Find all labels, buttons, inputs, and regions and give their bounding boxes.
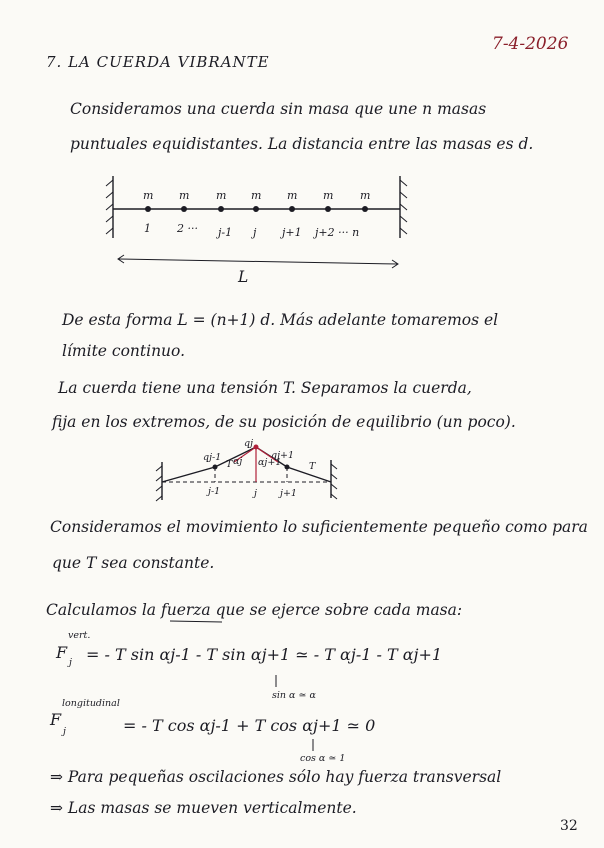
para3-line-2: fija en los extremos, de su posición de equilibrio (un poco).	[52, 413, 516, 431]
label-qj-minus-1: qj-1	[203, 452, 222, 463]
formula1-sub: j	[69, 657, 72, 668]
label-tension-left: T	[226, 459, 233, 470]
index-j-d2: j	[254, 488, 257, 499]
index-label-j-minus-1: j-1	[218, 226, 233, 239]
formula2-lhs: F	[50, 710, 62, 729]
length-label: L	[238, 268, 249, 286]
index-label-j: j	[253, 226, 257, 239]
formula1-sup: vert.	[68, 630, 91, 641]
mass-label-3: m	[216, 189, 227, 202]
label-alpha-j: αj	[233, 456, 243, 467]
para3-line-1: La cuerda tiene una tensión T. Separamos la cuerda,	[58, 379, 472, 397]
mass-label-6: m	[323, 189, 334, 202]
formula2-rhs: = - T cos αj-1 + T cos αj+1 ≃ 0	[123, 716, 376, 735]
label-alpha-j-plus-1: αj+1	[258, 457, 282, 468]
formula2-sup: longitudinal	[62, 698, 120, 709]
mass-label-5: m	[287, 189, 298, 202]
index-label-2: 2 ···	[177, 222, 198, 235]
mass-label-1: m	[143, 189, 154, 202]
mass-label-7: m	[360, 189, 371, 202]
para4-line-1: Consideramos el movimiento lo suficientemente pequeño como para	[50, 518, 588, 536]
index-label-1: 1	[144, 222, 151, 235]
para2-line-2: límite continuo.	[62, 342, 186, 360]
conclusion-line-2: ⇒ Las masas se mueven verticalmente.	[50, 799, 357, 817]
label-tension-right: T	[309, 461, 316, 472]
conclusion-line-1: ⇒ Para pequeñas oscilaciones sólo hay fuerza transversal	[50, 768, 502, 786]
intro-line-2: puntuales equidistantes. La distancia entre las masas es d.	[70, 135, 534, 153]
displaced-string-diagram	[156, 445, 337, 502]
label-qj: qj	[244, 438, 254, 449]
page-number: 32	[560, 818, 578, 834]
index-j-minus-1-d2: j-1	[208, 486, 221, 497]
mass-label-2: m	[179, 189, 190, 202]
para5-line-1: Calculamos la fuerza que se ejerce sobre cada masa:	[46, 601, 463, 619]
formula2-sub: j	[63, 726, 66, 737]
formula1-rhs: = - T sin αj-1 - T sin αj+1 ≃ - T αj-1 - T αj+1	[86, 645, 443, 664]
index-label-j-plus-1: j+1	[282, 226, 302, 239]
section-title: 7. LA CUERDA VIBRANTE	[46, 53, 270, 71]
mass-label-4: m	[251, 189, 262, 202]
formula2-note: cos α ≃ 1	[300, 753, 346, 764]
formula1-note: sin α ≃ α	[272, 690, 316, 701]
index-label-j-plus-2-n: j+2 ··· n	[315, 226, 360, 239]
para2-line-1: De esta forma L = (n+1) d. Más adelante tomaremos el	[62, 311, 499, 329]
label-qj-plus-1: qj+1	[271, 450, 295, 461]
intro-line-1: Consideramos una cuerda sin masa que une n masas	[70, 100, 487, 118]
date: 7-4-2026	[492, 34, 569, 54]
para4-line-2: que T sea constante.	[52, 554, 215, 572]
index-j-plus-1-d2: j+1	[280, 488, 297, 499]
formula1-lhs: F	[56, 643, 68, 662]
